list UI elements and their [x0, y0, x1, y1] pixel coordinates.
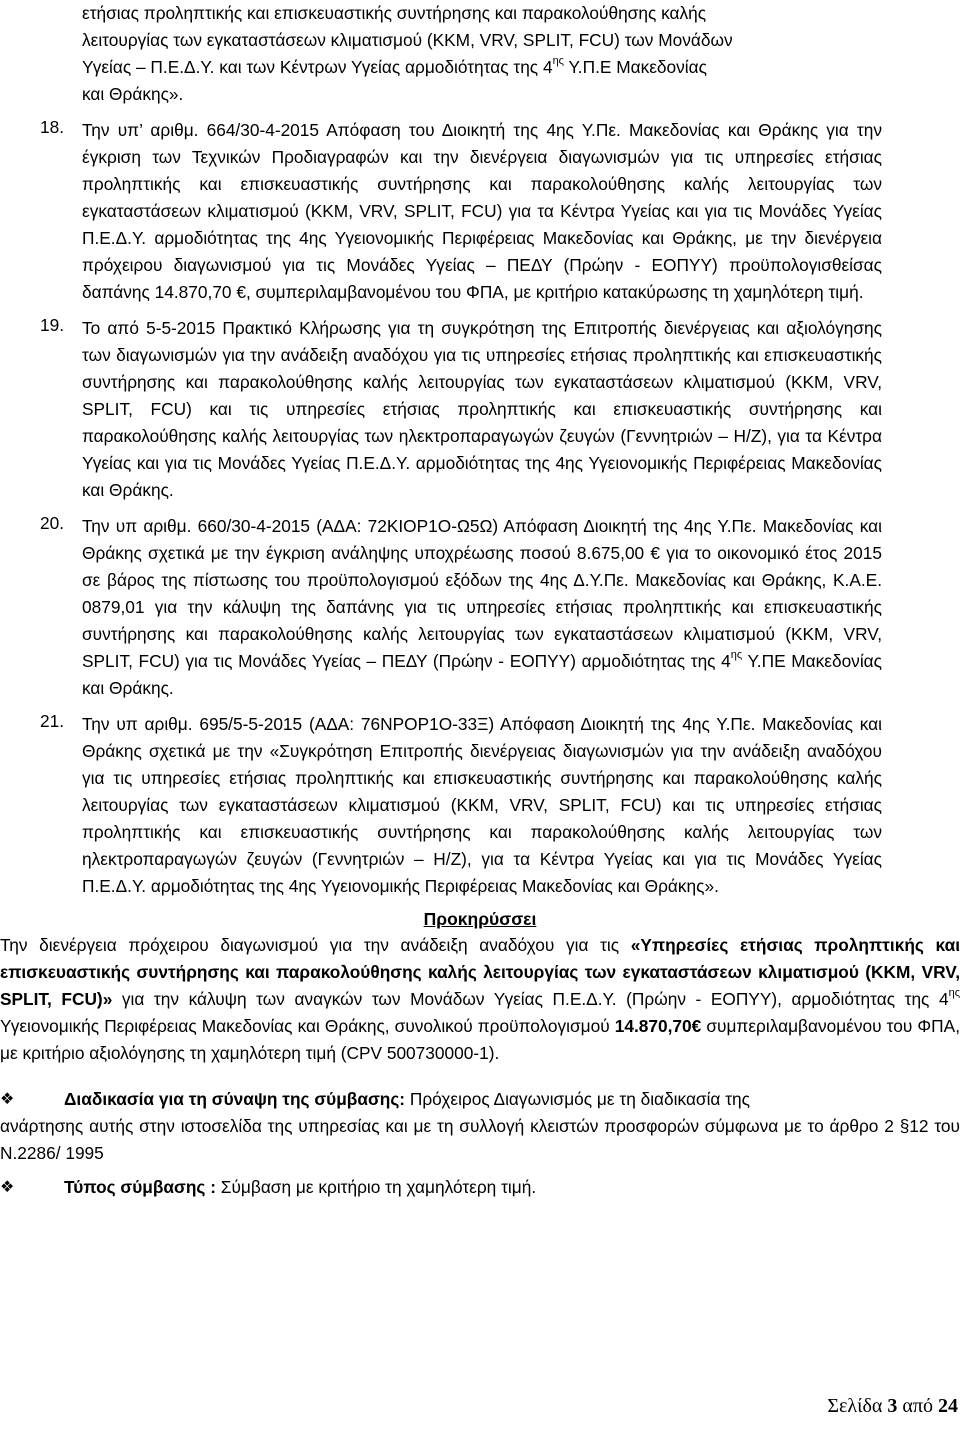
bullet-label: Διαδικασία για τη σύναψη της σύμβασης: — [64, 1089, 406, 1109]
section-heading: Προκηρύσσει — [423, 909, 537, 929]
item-text: Το από 5-5-2015 Πρακτικό Κλήρωσης για τη συγκρότηση της Επιτροπής διενέργειας και αξιολόγησης των διαγωνισμών για την ανάδειξη αναδόχου για τις υπηρεσίες ετήσιας προληπτικής και επισκευαστικής συντήρησης και παρακολούθησης καλής λειτουργίας των εγκαταστάσεων κλιματισμού (ΚΚΜ, VRV, SPLIT, FCU) και τις υπηρεσίες ετήσιας προληπτικής και επισκευαστικής συντήρησης και παρακολούθησης καλής λειτουργίας των ηλεκτροπαραγωγών ζευγών (Γεννητριών – Η/Ζ), για τα Κέντρα Υγείας και για τις Μονάδες Υγείας Π.Ε.Δ.Υ. αρμοδιότητας της 4ης Υγειονομικής Περιφέρειας Μακεδονίας και Θράκης. — [82, 318, 882, 500]
superscript: ης — [948, 987, 960, 999]
list-item-19 — [0, 315, 960, 504]
item-number: 21. — [40, 711, 65, 731]
bullet-label: Τύπος σύμβασης : — [64, 1177, 216, 1197]
item-17-continuation — [82, 0, 882, 108]
list-item-18 — [0, 117, 960, 306]
bullet-continuation: ανάρτησης αυτής στην ιστοσελίδα της υπηρεσίας και με τη συλλογή κλειστών προσφορών σύμφωνα με το άρθρο 2 §12 του Ν.2286/ 1995 — [0, 1116, 960, 1163]
page-footer — [827, 1395, 958, 1418]
item-number: 18. — [40, 117, 65, 137]
bullet-text — [24, 1174, 960, 1201]
announce-bold: «Υπηρεσίες ετήσιας προληπτικής και επισκευαστικής συντήρησης και παρακολούθησης καλής λειτουργίας των εγκαταστάσεων κλιματισμού (ΚΚΜ, VRV, SPLIT, FCU)» — [0, 935, 960, 1009]
announce-text: συμπεριλαμβανομένου του ΦΠΑ, με κριτήριο αξιολόγησης τη χαμηλότερη τιμή (CPV 500730000-1). — [0, 1016, 960, 1063]
diamond-bullet-icon: ❖ — [0, 1179, 15, 1196]
diamond-bullet-icon: ❖ — [0, 1091, 15, 1108]
item-17-line: ετήσιας προληπτικής και επισκευαστικής συντήρησης και παρακολούθησης καλής — [82, 3, 707, 23]
item-17-line: και Θράκης». — [82, 84, 184, 104]
announce-text: για την κάλυψη των αναγκών των Μονάδων Υγείας Π.Ε.Δ.Υ. (Πρώην - ΕΟΠΥΥ), αρμοδιότητας της 4 — [112, 989, 949, 1009]
superscript: ης — [730, 649, 743, 661]
spacer — [0, 1067, 960, 1081]
bullet-procedure — [0, 1086, 960, 1113]
item-text: Την υπ’ αριθμ. 664/30-4-2015 Απόφαση του Διοικητή της 4ης Υ.Πε. Μακεδονίας και Θράκης για την έγκριση των Τεχνικών Προδιαγραφών και την διενέργεια διαγωνισμών για τις υπηρεσίες ετήσιας προληπτικής και επισκευαστικής συντήρησης και παρακολούθησης καλής λειτουργίας των εγκαταστάσεων κλιματισμού (ΚΚΜ, VRV, SPLIT, FCU) για τα Κέντρα Υγείας και για τις Μονάδες Υγείας Π.Ε.Δ.Υ. αρμοδιότητας της 4ης Υγειονομικής Περιφέρειας Μακεδονίας και Θράκης, με την διενέργεια πρόχειρου διαγωνισμού για τις Μονάδες Υγείας – ΠΕΔΥ (Πρώην - ΕΟΠΥΥ) προϋπολογισθείσας δαπάνης 14.870,70 €, συμπεριλαμβανομένου του ΦΠΑ, με κριτήριο κατακύρωσης τη χαμηλότερη τιμή. — [82, 120, 882, 302]
list-item-20 — [0, 513, 960, 702]
footer-prefix: Σελίδα — [827, 1395, 888, 1417]
announce-text: Υγειονομικής Περιφέρειας Μακεδονίας και Θράκης, συνολικού προϋπολογισμού — [0, 1016, 615, 1036]
bullet-text — [24, 1086, 960, 1113]
item-number: 20. — [40, 513, 65, 533]
announcement-paragraph — [0, 932, 960, 1067]
list-item-21 — [0, 711, 960, 900]
bullet-value: Σύμβαση με κριτήριο τη χαμηλότερη τιμή. — [215, 1177, 537, 1197]
current-page-number: 3 — [887, 1395, 898, 1417]
superscript: ης — [552, 55, 564, 67]
item-text-b: Υ.ΠΕ Μακεδονίας και Θράκης. — [82, 651, 882, 698]
item-17-line3a: Υγείας – Π.Ε.Δ.Υ. και των Κέντρων Υγείας αρμοδιότητας της 4 — [82, 57, 553, 77]
item-17-line3b: Υ.Π.Ε Μακεδονίας — [563, 57, 707, 77]
announce-text: Την διενέργεια πρόχειρου διαγωνισμού για την ανάδειξη αναδόχου για τις — [0, 935, 631, 955]
footer-mid: από — [897, 1395, 938, 1417]
total-pages: 24 — [938, 1395, 958, 1417]
item-17-line: λειτουργίας των εγκαταστάσεων κλιματισμού (ΚΚΜ, VRV, SPLIT, FCU) των Μονάδων — [82, 30, 733, 50]
item-text: Την υπ αριθμ. 695/5-5-2015 (ΑΔΑ: 76ΝΡΟΡ1Ο-33Ξ) Απόφαση Διοικητή της 4ης Υ.Πε. Μακεδονίας και Θράκης σχετικά με την «Συγκρότηση Επιτροπής διενέργειας διαγωνισμών για την ανάδειξη αναδόχου για τις υπηρεσίες ετήσιας προληπτικής και επισκευαστικής συντήρησης και παρακολούθησης καλής λειτουργίας των εγκαταστάσεων κλιματισμού (ΚΚΜ, VRV, SPLIT, FCU) και τις υπηρεσίες ετήσιας προληπτικής και επισκευαστικής συντήρησης και παρακολούθησης καλής λειτουργίας των ηλεκτροπαραγωγών ζευγών (Γεννητριών – Η/Ζ), για τα Κέντρα Υγείας και για τις Μονάδες Υγείας Π.Ε.Δ.Υ. αρμοδιότητας της 4ης Υγειονομικής Περιφέρειας Μακεδονίας και Θράκης». — [82, 714, 882, 896]
item-number: 19. — [40, 315, 65, 335]
bullet-value: Πρόχειρος Διαγωνισμός με τη διαδικασία της — [405, 1089, 750, 1109]
announce-amount: 14.870,70€ — [614, 1016, 702, 1036]
item-text — [82, 513, 882, 702]
item-17-line — [82, 54, 882, 81]
item-text-a: Την υπ αριθμ. 660/30-4-2015 (ΑΔΑ: 72ΚΙΟΡ1Ο-Ω5Ω) Απόφαση Διοικητή της 4ης Υ.Πε. Μακεδονίας και Θράκης σχετικά με την έγκριση ανάληψης υποχρέωσης ποσού 8.675,00 € για το οικονομικό έτος 2015 σε βάρος της πίστωσης του προϋπολογισμού εξόδων της 4ης Δ.Υ.Πε. Μακεδονίας και Θράκης, Κ.Α.Ε. 0879,01 για την κάλυψη της δαπάνης για τις υπηρεσίες ετήσιας προληπτικής και επισκευαστικής συντήρησης και παρακολούθησης καλής λειτουργίας των εγκαταστάσεων κλιματισμού (ΚΚΜ, VRV, SPLIT, FCU) για τις Μονάδες Υγείας – ΠΕΔΥ (Πρώην - ΕΟΠΥΥ) αρμοδιότητας της 4 — [82, 516, 882, 671]
bullet-contract-type — [0, 1174, 960, 1201]
